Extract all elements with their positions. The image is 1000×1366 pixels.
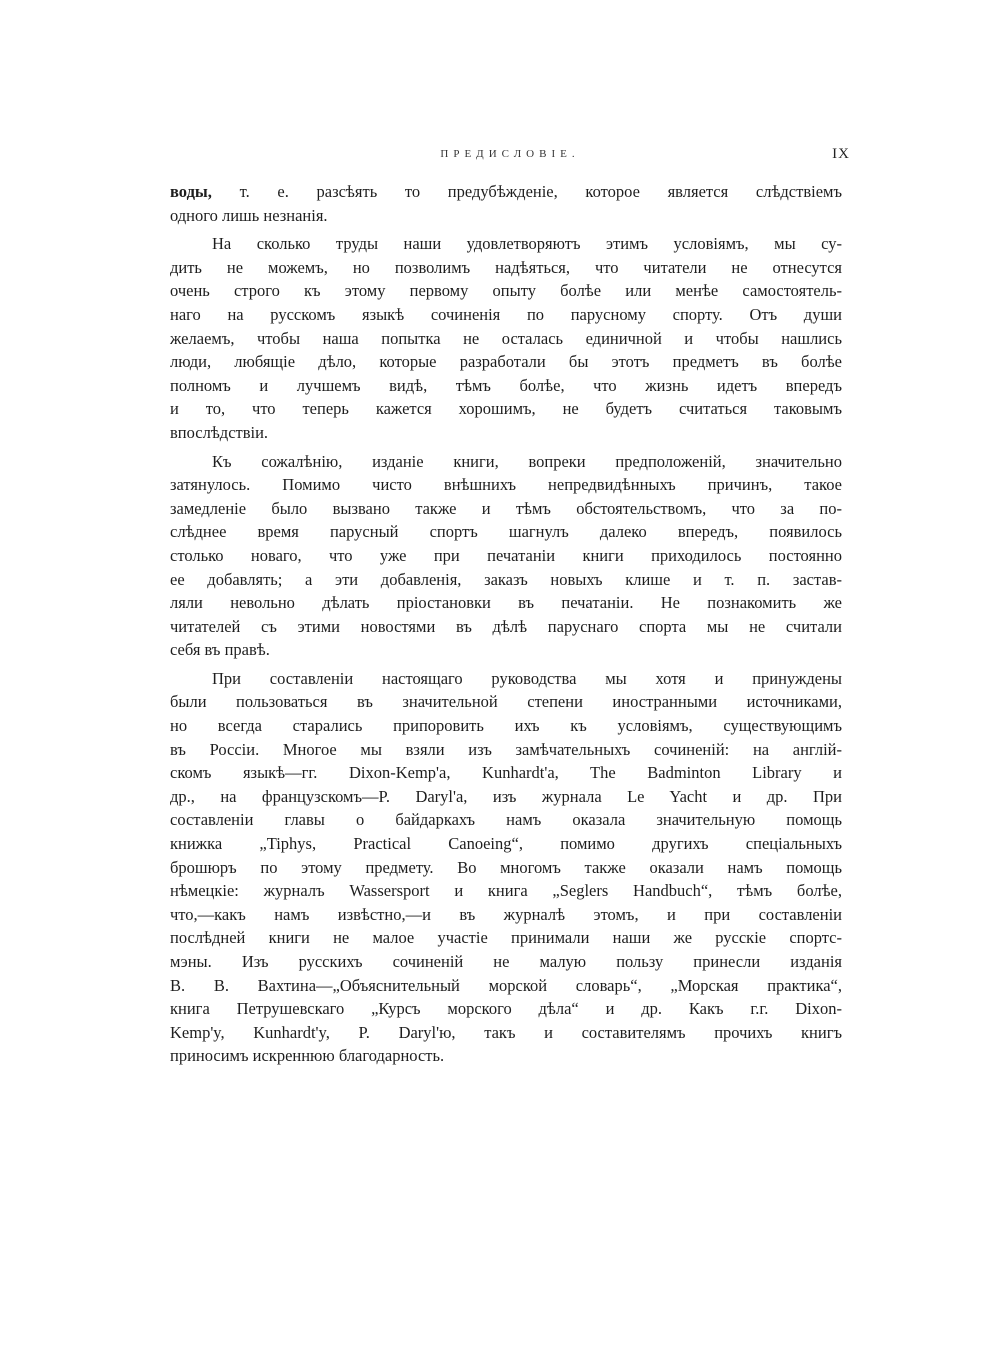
text-line: но всегда старались припоровить ихъ къ условіямъ, существующимъ	[170, 716, 842, 736]
text-line: скомъ языкѣ—гг. Dixon-Kemp'a, Kunhardt'a, The Badminton Library и	[170, 763, 842, 783]
text-line: ляли невольно дѣлать пріостановки въ печатаніи. Не познакомить же	[170, 593, 842, 613]
text-line: одного лишь незнанія.	[170, 205, 328, 225]
text-line: полномъ и лучшемъ видѣ, тѣмъ болѣе, что жизнь идетъ впередъ	[170, 375, 842, 395]
text-line: составленіи главы о байдаркахъ намъ оказала значительную помощь	[170, 810, 842, 830]
text-line: что,—какъ намъ извѣстно,—и въ журналѣ этомъ, и при составленіи	[170, 904, 842, 924]
text-line: др., на французскомъ—P. Daryl'a, изъ журнала Le Yacht и др. При	[170, 786, 842, 806]
text-line: В. В. Вахтина—„Объяснительный морской словарь“, „Морская практика“,	[170, 975, 842, 995]
paragraph	[170, 667, 842, 1068]
text-line: были пользоваться въ значительной степени иностранными источниками,	[170, 692, 842, 712]
text-line: наго на русскомъ языкѣ сочиненія по парусному спорту. Отъ души	[170, 304, 842, 324]
text-line: Къ сожалѣнію, изданіе книги, вопреки предположеній, значительно	[212, 451, 842, 471]
paragraph	[170, 450, 842, 662]
text-line: На сколько труды наши удовлетворяютъ этимъ условіямъ, мы су-	[212, 234, 842, 254]
text-line: слѣднее время парусный спортъ шагнулъ далеко впередъ, появилось	[170, 522, 842, 542]
body-text	[170, 180, 842, 1073]
text-line: мэны. Изъ русскихъ сочиненій не малую пользу принесли изданія	[170, 952, 842, 971]
text-line: въ Россіи. Многое мы взяли изъ замѣчательныхъ сочиненій: на англій-	[170, 739, 842, 759]
text-line: дить не можемъ, но позволимъ надѣяться, что читатели не отнесутся	[170, 257, 842, 277]
running-head	[170, 146, 850, 166]
running-title: ПРЕДИСЛОВІЕ.	[440, 148, 580, 160]
text-line: При составленіи настоящаго руководства мы хотя и принуждены	[212, 668, 842, 688]
text-line: замедленіе было вызвано также и тѣмъ обстоятельствомъ, что за по-	[170, 498, 842, 518]
text-line	[170, 180, 842, 204]
text-line: люди, любящіе дѣло, которые разработали бы этотъ предметъ въ болѣе	[170, 352, 842, 372]
text-line: затянулось. Помимо чисто внѣшнихъ непредвидѣнныхъ причинъ, такое	[170, 475, 842, 495]
page-number: IX	[832, 146, 850, 162]
paragraph-continuation	[170, 180, 842, 227]
text-line: книжка „Tiphys, Practical Canoeing“, помимо другихъ спеціальныхъ	[170, 834, 842, 854]
text-line: ее добавлять; а эти добавленія, заказъ новыхъ клише и т. п. застав-	[170, 569, 842, 589]
line-text: т. е. разсѣять то предубѣжденіе, которое является слѣдствіемъ	[239, 182, 843, 201]
text-line: послѣдней книги не малое участіе принимали наши же русскіе спортс-	[170, 928, 842, 948]
text-line: брошюръ по этому предмету. Во многомъ также оказали намъ помощь	[170, 857, 842, 877]
text-line: столько новаго, что уже при печатаніи книги приходилось постоянно	[170, 545, 842, 565]
text-line: нѣмецкіе: журналъ Wassersport и книга „Seglers Handbuch“, тѣмъ болѣе,	[170, 881, 842, 901]
text-line: и то, что теперь кажется хорошимъ, не будетъ считаться таковымъ	[170, 399, 842, 419]
text-line: очень строго къ этому первому опыту болѣе или менѣе самостоятель-	[170, 281, 842, 301]
text-line: читателей съ этими новостями въ дѣлѣ паруснаго спорта мы не считали	[170, 616, 842, 636]
paragraph	[170, 232, 842, 444]
text-line: приносимъ искреннюю благодарность.	[170, 1046, 445, 1066]
text-line: впослѣдствіи.	[170, 422, 269, 442]
text-line: желаемъ, чтобы наша попытка не осталась единичной и чтобы нашлись	[170, 328, 842, 348]
text-line: себя въ правѣ.	[170, 640, 270, 660]
text-line: книга Петрушевскаго „Курсъ морского дѣла“ и др. Какъ г.г. Dixon-	[170, 999, 842, 1019]
bold-lead-word: воды,	[170, 182, 212, 201]
text-line: Kemp'y, Kunhardt'y, P. Daryl'ю, такъ и составителямъ прочихъ книгъ	[170, 1022, 842, 1042]
